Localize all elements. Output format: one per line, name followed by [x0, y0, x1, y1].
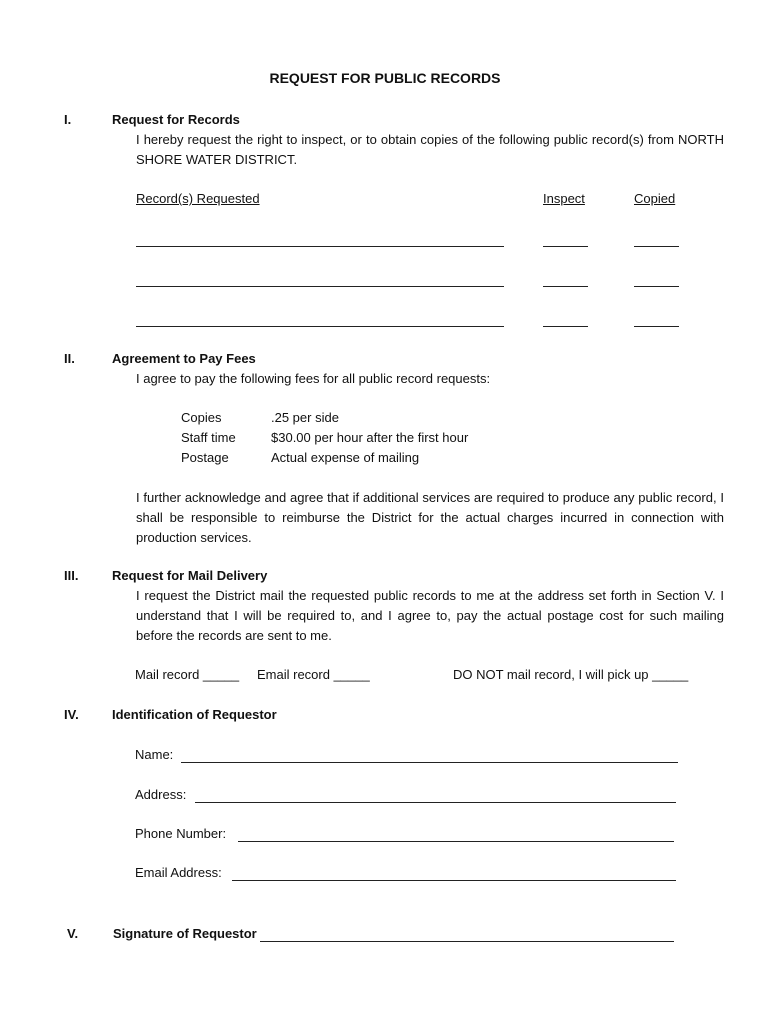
section-2-heading: Agreement to Pay Fees [112, 351, 256, 366]
records-requested-header: Record(s) Requested [136, 191, 260, 206]
inspect-line-2[interactable] [543, 286, 588, 287]
section-1-text: I hereby request the right to inspect, or to obtain copies of the following public record(s) from NORTH SHORE WATER DISTRICT. [136, 132, 724, 167]
section-5-number: V. [67, 926, 79, 941]
email-record-option[interactable]: Email record _____ [257, 667, 370, 682]
fee-label-postage: Postage [181, 450, 229, 465]
inspect-header: Inspect [543, 191, 585, 206]
fees-acknowledgement: I further acknowledge and agree that if additional services are required to produce any public record, I shall be responsible to reimburse the District for the actual charges incurred in connection with production services. [136, 490, 724, 545]
copied-header: Copied [634, 191, 676, 206]
fee-value-staff-time: $30.00 per hour after the first hour [271, 430, 469, 445]
copied-line-2[interactable] [634, 286, 679, 287]
phone-field[interactable] [238, 841, 674, 842]
fee-label-copies: Copies [181, 410, 222, 425]
copied-line-1[interactable] [634, 246, 679, 247]
inspect-line-1[interactable] [543, 246, 588, 247]
name-field[interactable] [181, 762, 678, 763]
address-field[interactable] [195, 802, 676, 803]
section-3-heading: Request for Mail Delivery [112, 568, 268, 583]
fees-intro: I agree to pay the following fees for all public record requests: [136, 371, 491, 386]
pickup-option[interactable]: DO NOT mail record, I will pick up _____ [453, 667, 689, 682]
section-1-number: I. [64, 112, 72, 127]
name-label: Name: [135, 747, 174, 762]
section-5-heading: Signature of Requestor [113, 926, 257, 941]
signature-field[interactable] [260, 941, 674, 942]
section-3-number: III. [64, 568, 79, 583]
fee-value-postage: Actual expense of mailing [271, 450, 420, 465]
address-label: Address: [135, 787, 187, 802]
mail-record-option[interactable]: Mail record _____ [135, 667, 240, 682]
record-line-1[interactable] [136, 246, 504, 247]
section-2-number: II. [64, 351, 75, 366]
fee-label-staff-time: Staff time [181, 430, 236, 445]
record-line-3[interactable] [136, 326, 504, 327]
fee-value-copies: .25 per side [271, 410, 339, 425]
page-title: REQUEST FOR PUBLIC RECORDS [269, 70, 501, 86]
section-3-text: I request the District mail the requested public records to me at the address set forth in Section V. I understand that I will be required to, and I agree to, pay the actual postage cost for such mailing before the records are sent to me. [136, 588, 724, 643]
email-field[interactable] [232, 880, 676, 881]
email-label: Email Address: [135, 865, 222, 880]
section-1-heading: Request for Records [112, 112, 240, 127]
section-4-number: IV. [64, 707, 79, 722]
record-line-2[interactable] [136, 286, 504, 287]
phone-label: Phone Number: [135, 826, 227, 841]
copied-line-3[interactable] [634, 326, 679, 327]
section-4-heading: Identification of Requestor [112, 707, 277, 722]
inspect-line-3[interactable] [543, 326, 588, 327]
